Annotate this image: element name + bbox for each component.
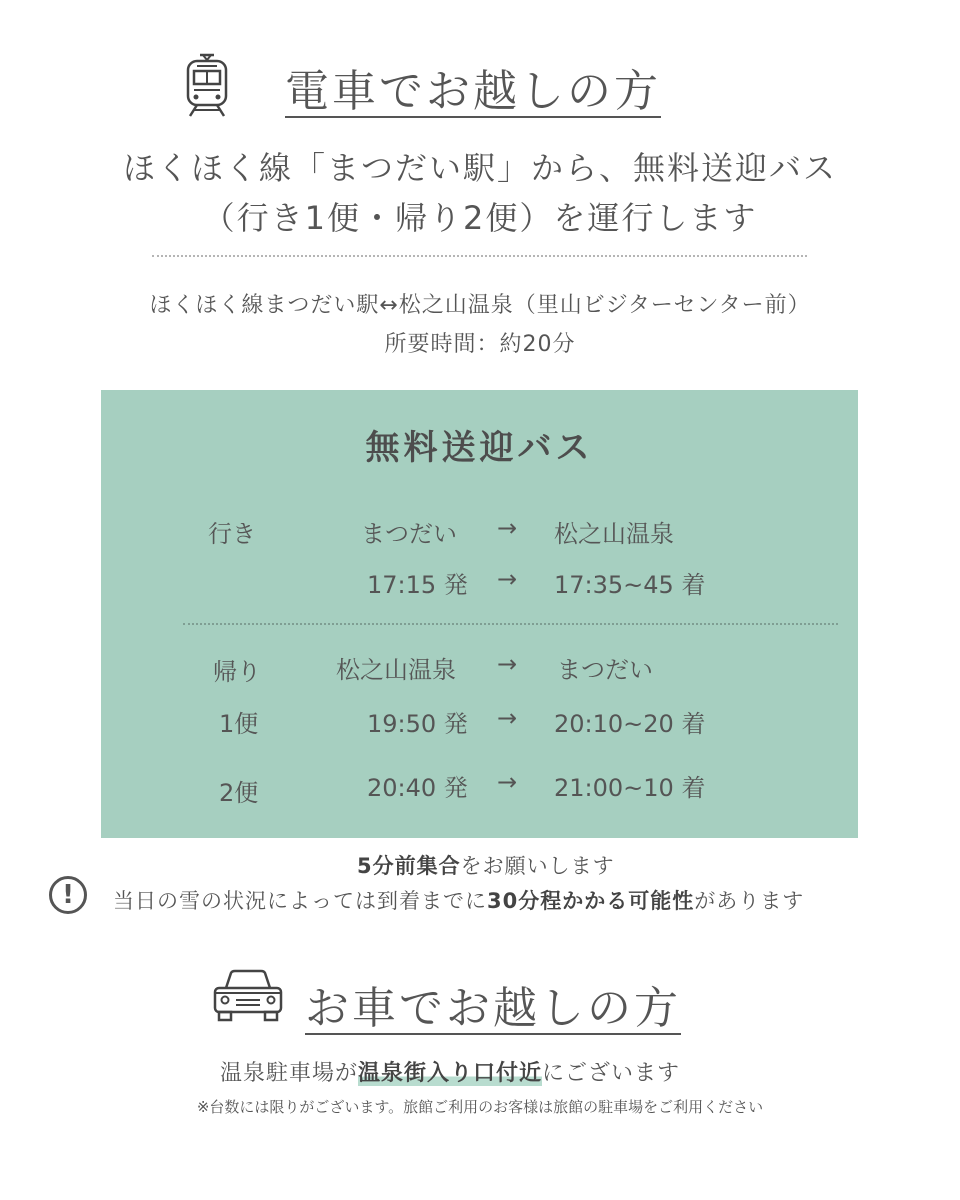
snow-note-pre: 当日の雪の状況によっては到着までに [113,889,487,913]
trip-2-depart-time: 20:40 発 [367,774,468,802]
parking-location-highlight: 温泉街入り口付近 [358,1061,543,1086]
outbound-arrive-time: 17:35~45 着 [554,571,706,599]
train-section-title: 電車でお越しの方 [285,66,661,117]
gather-note-bold: 5分前集合 [357,854,461,878]
arrow-icon: → [497,514,518,542]
car-icon [212,968,284,1022]
route-text: ほくほく線まつだい駅↔松之山温泉（里山ビジターセンター前） [149,293,811,318]
trip-1-depart-time: 19:50 発 [367,710,468,738]
gather-note [357,850,615,880]
intro-line-2: （行き1便・帰り2便）を運行します [202,199,758,237]
arrow-icon: → [497,768,518,796]
arrow-icon: → [497,704,518,732]
outbound-depart-time: 17:15 発 [367,571,468,599]
arrow-icon: → [497,650,518,678]
trip-1-label: 1便 [219,710,259,738]
gather-note-text: をお願いします [460,854,615,878]
arrow-icon: → [497,565,518,593]
box-divider [183,623,838,625]
outbound-to: 松之山温泉 [554,520,674,548]
return-to: まつだい [557,656,653,684]
return-from: 松之山温泉 [336,656,456,684]
divider [152,255,807,257]
car-section-title: お車でお越しの方 [305,983,681,1034]
parking-note-post: にございます [542,1061,681,1086]
outbound-from: まつだい [361,520,457,548]
exclamation-circle-icon: ! [49,876,87,914]
parking-note-pre: 温泉駐車場が [220,1061,359,1086]
duration-text: 所要時間：約20分 [384,332,576,357]
trip-1-arrive-time: 20:10~20 着 [554,710,706,738]
snow-note [113,885,804,915]
intro-line-1: ほくほく線「まつだい駅」から、無料送迎バス [122,149,837,187]
trip-2-arrive-time: 21:00~10 着 [554,774,706,802]
snow-note-post: があります [694,889,805,913]
return-label: 帰り [213,658,261,686]
snow-note-bold: 30分程かかる可能性 [487,889,695,913]
outbound-label: 行き [208,520,256,548]
train-icon [183,52,231,118]
bus-schedule-box [101,390,858,838]
parking-note [220,1056,680,1087]
trip-2-label: 2便 [219,779,259,807]
bus-box-title: 無料送迎バス [365,428,594,468]
parking-footnote: ※台数には限りがございます。旅館ご利用のお客様は旅館の駐車場をご利用ください [196,1098,764,1116]
